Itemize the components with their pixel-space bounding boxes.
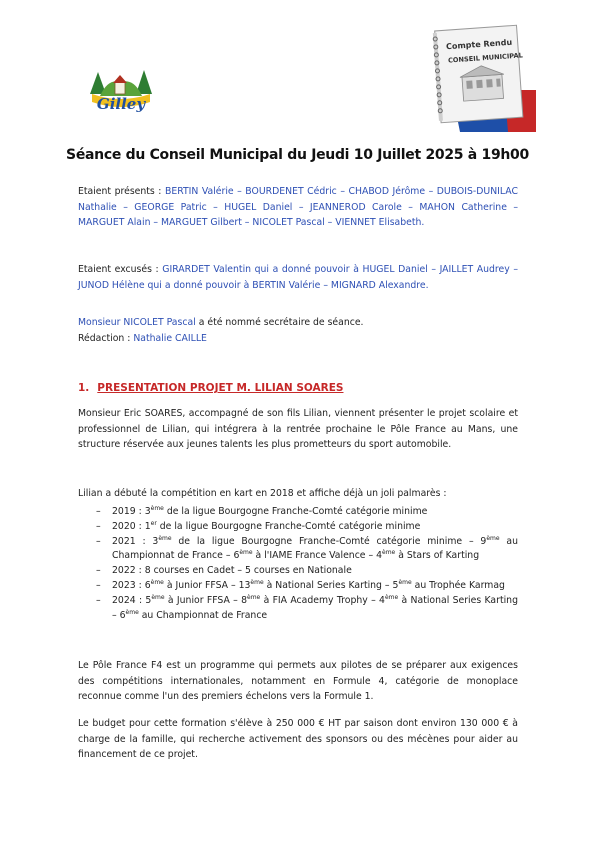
list-item-text: 2021 : 3 <box>112 535 159 547</box>
list-item <box>78 579 518 594</box>
excused-names: GIRARDET Valentin qui a donné pouvoir à HUGEL Daniel – JAILLET Audrey – JUNOD Hélène qui a donné pouvoir à BERTIN Valérie – MIGNARD Alexandre. <box>78 264 518 291</box>
section-title: PRESENTATION PROJET M. LILIAN SOARES <box>97 382 344 394</box>
stamp-line2: CONSEIL MUNICIPAL <box>447 51 524 65</box>
palmares-intro: Lilian a débuté la compétition en kart en 2018 et affiche déjà un joli palmarès : <box>78 488 447 499</box>
present-names: BERTIN Valérie – BOURDENET Cédric – CHABOD Jérôme – DUBOIS-DUNILAC Nathalie – GEORGE Patric – HUGEL Daniel – JEANNEROD Carole – MAHON Catherine – MARGUET Alain – MARGUET Gilbert – NICOLET Pascal – VIENNET Elisabeth. <box>78 186 518 229</box>
ordinal-suffix: ème <box>158 534 172 542</box>
list-dash: – <box>96 506 101 517</box>
list-item-text: à FIA Academy Trophy – 4 <box>260 594 385 606</box>
list-item-text: 2024 : 5 <box>112 594 152 606</box>
list-dash: – <box>96 565 101 577</box>
ordinal-suffix: ème <box>384 593 399 601</box>
list-item-text: de la ligue Bourgogne Franche-Comté catégorie minime – 9 <box>171 535 487 547</box>
meeting-title: Séance du Conseil Municipal du Jeudi 10 Juillet 2025 à 19h00 <box>66 147 529 163</box>
list-item <box>78 594 518 624</box>
ordinal-suffix: ème <box>150 578 164 586</box>
palmares-list <box>78 505 518 623</box>
list-item-text: 2019 : 3 <box>112 506 151 517</box>
list-item <box>78 505 518 520</box>
budget-paragraph: Le budget pour cette formation s'élève à 250 000 € HT par saison dont environ 130 000 € à charge de la famille, qui recherche activement des sponsors ou des mécènes pour aider au financement de ce projet. <box>78 718 518 761</box>
list-item-text: à Junior FFSA – 13 <box>163 579 251 591</box>
secretary-suffix: a été nommé secrétaire de séance. <box>195 317 364 328</box>
ordinal-suffix: ème <box>398 578 412 586</box>
list-item-text: à l'IAME France Valence – 4 <box>252 550 382 562</box>
stamp-line1: Compte Rendu <box>445 37 513 52</box>
list-item-text: au Trophée Karmag <box>411 579 505 591</box>
ordinal-suffix: ème <box>486 534 500 542</box>
list-item-text: au Championnat de France <box>138 609 268 621</box>
list-item-text: à National Series Karting – 5 <box>263 579 399 591</box>
list-item <box>78 535 518 565</box>
present-paragraph <box>78 184 518 231</box>
section-heading <box>78 382 343 394</box>
notebook-icon <box>424 22 536 132</box>
redaction-name: Nathalie CAILLE <box>133 332 207 344</box>
list-dash: – <box>96 535 101 547</box>
section-number: 1. <box>78 382 90 394</box>
list-item-text: à Stars of Karting <box>395 550 480 562</box>
ordinal-suffix: ème <box>151 593 165 601</box>
secretary-paragraph <box>78 315 518 346</box>
ordinal-suffix: ème <box>382 549 396 557</box>
ordinal-suffix: ème <box>239 549 253 557</box>
list-item-text: à Junior FFSA – 8 <box>164 594 248 606</box>
list-dash: – <box>96 594 101 606</box>
gilley-logo <box>88 64 154 118</box>
list-item-text: de la ligue Bourgogne Franche-Comté catégorie minime <box>156 520 421 532</box>
list-dash: – <box>96 579 101 591</box>
list-dash: – <box>96 520 101 532</box>
compte-rendu-stamp <box>424 22 536 132</box>
secretary-name: NICOLET Pascal <box>123 317 196 328</box>
ordinal-suffix: ème <box>250 578 264 586</box>
ordinal-suffix: ème <box>150 504 164 512</box>
list-item-text: 2020 : 1 <box>112 520 151 532</box>
list-item <box>78 564 518 579</box>
list-item-text: à National Series Karting – 6 <box>112 594 518 621</box>
logo-text: Gilley <box>96 95 146 113</box>
pole-france-paragraph: Le Pôle France F4 est un programme qui permets aux pilotes de se préparer aux exigences des compétitions internationales, notamment en Formule 4, catégorie de monoplace reconnue comme l'un des premiers échelons vers la Formule 1. <box>78 660 518 703</box>
ordinal-suffix: ème <box>247 593 261 601</box>
redaction-label: Rédaction : <box>78 332 134 344</box>
ordinal-suffix: ème <box>125 608 139 616</box>
present-label: Etaient présents : <box>78 186 165 197</box>
list-item-text: au Championnat de France – 6 <box>112 535 518 562</box>
excused-label: Etaient excusés : <box>78 264 163 275</box>
project-intro-paragraph: Monsieur Eric SOARES, accompagné de son fils Lilian, viennent présenter le projet scolaire et professionnel de Lilian, qui intégrera à la rentrée prochaine le Pôle France au Mans, une structure réservée aux jeunes talents les plus prometteurs du sport automobile. <box>78 408 518 451</box>
ordinal-suffix: er <box>150 519 157 527</box>
list-item <box>78 520 518 535</box>
list-item-text: de la ligue Bourgogne Franche-Comté catégorie minime <box>163 506 428 517</box>
list-item-text: 2023 : 6 <box>112 579 151 591</box>
list-item-text: 2022 : 8 courses en Cadet – 5 courses en Nationale <box>112 565 352 577</box>
excused-paragraph <box>78 262 518 293</box>
secretary-prefix: Monsieur <box>78 317 124 328</box>
